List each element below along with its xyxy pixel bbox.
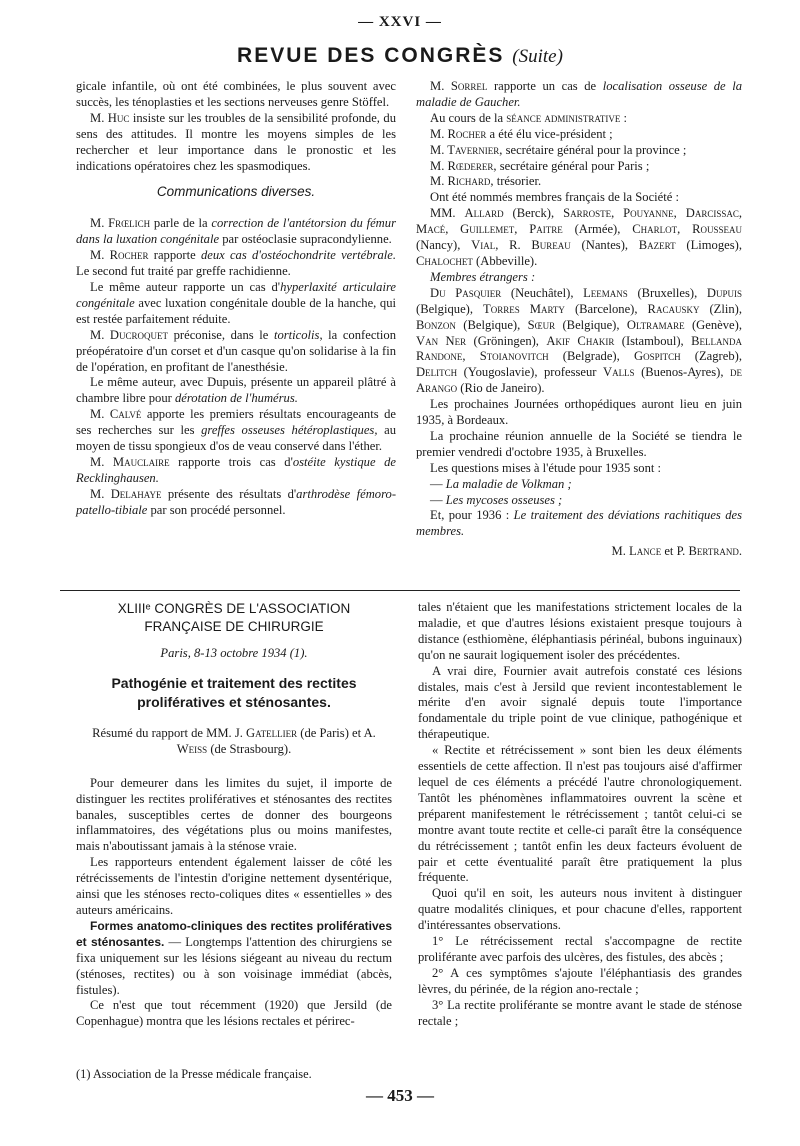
- paragraph: Du Pasquier (Neuchâtel), Leemans (Bruxelles), Dupuis (Belgique), Torres Marty (Barcelone), Racausky (Zlin), Bonzon (Belgique), Sœur (Belgique), Oltramare (Genève), Van Ner (Gröningen), Akif Chakir (Istamboul), Bellanda Randone, Stoianovitch (Belgrade), Gospitch (Zagreb), Delitch (Yougoslavie), professeur Valls (Buenos-Ayres), de Arango (Rio de Janeiro).: [416, 285, 742, 396]
- list-item: 2° A ces symptômes s'ajoute l'éléphantiasis des grandes lèvres, du périnée, de la région ano-rectale ;: [418, 965, 742, 996]
- paragraph: Quoi qu'il en soit, les auteurs nous invitent à distinguer quatre modalités cliniques, et pour chacune d'elles, rapportent d'intéressantes observations.: [418, 886, 742, 933]
- paragraph: tales n'étaient que les manifestations strictement locales de la maladie, et que d'autres lésions existaient presque toujours à distance (esthiomène, éléphantiasis périnéal, bubons inguinaux) qu'on ne saurait logiquement isoler des précédentes.: [418, 600, 742, 662]
- list-item: — La maladie de Volkman ;: [430, 476, 572, 491]
- paragraph: Ce n'est que tout récemment (1920) que Jersild (de Copenhague) montra que les lésions rectales et périrec-: [76, 998, 392, 1029]
- paragraph: « Rectite et rétrécissement » sont bien les deux éléments essentiels de cette affection. Il n'est pas toujours aisé d'affirmer lequel de ces éléments a précédé l'autre chronologiquement. Tantôt les phénomènes inflammatoires ouvrent la scène et préparent manifestement le rétrécissement ; tantôt celui-ci se montre avant toute rectite et celle-ci paraît être la conséquence du rétrécissement ; tantôt enfin les deux facteurs évoluent de pair et cette éventualité paraît être pratiquement la plus fréquente.: [418, 743, 742, 885]
- paragraph: M. Rocher rapporte deux cas d'ostéochondrite vertébrale. Le second fut traité par greffe rachidienne.: [76, 248, 396, 279]
- page-number: — 453 —: [366, 1086, 434, 1105]
- paragraph: Et, pour 1936 : Le traitement des déviations rachitiques des membres.: [416, 508, 742, 539]
- paragraph: M. Frœlich parle de la correction de l'antétorsion du fémur dans la luxation congénitale par ostéoclasie supracondylienne.: [76, 216, 396, 247]
- running-head: [0, 44, 800, 68]
- paragraph: Les rapporteurs entendent également laisser de côté les rétrécissements de l'intestin d'origine nettement dysentérique, ainsi que les sténoses recto-coliques dites « essentielles » des auteurs américains.: [76, 855, 392, 917]
- paragraph: MM. Allard (Berck), Sarroste, Pouyanne, Darcissac, Macé, Guillemet, Paitre (Armée), Charlot, Rousseau (Nancy), Vial, R. Bureau (Nantes), Bazert (Limoges), Chalochet (Abbeville).: [416, 206, 742, 268]
- paragraph: M. Calvé apporte les premiers résultats encourageants de ses recherches sur les greffes osseuses hétéroplastiques, au moyen de tissu spongieux d'os de veau conservé dans l'éther.: [76, 407, 396, 454]
- top-right-column: [416, 79, 742, 560]
- article-title: Pathogénie et traitement des rectites prolifératives et sténosantes.: [111, 674, 357, 710]
- paragraph: Les questions mises à l'étude pour 1935 sont :: [430, 460, 662, 475]
- paragraph: Le même auteur, avec Dupuis, présente un appareil plâtré à chambre libre pour dérotation de l'humérus.: [76, 375, 396, 406]
- paragraph: M. Sorrel rapporte un cas de localisation osseuse de la maladie de Gaucher.: [416, 79, 742, 109]
- list-item: — Les mycoses osseuses ;: [430, 492, 563, 507]
- section-divider: [60, 590, 740, 591]
- paragraph: Membres étrangers :: [430, 269, 536, 284]
- paragraph: M. Huc insiste sur les troubles de la sensibilité profonde, du sens des attitudes. Il montre les moyens simples de les rechercher et leur importance dans le pronostic et les indications opératoires chez les spasmodiques.: [76, 110, 397, 173]
- signature: M. Lance et P. Bertrand.: [611, 544, 742, 559]
- paragraph: Au cours de la séance administrative :: [430, 110, 628, 125]
- journal-title: REVUE DES CONGRÈS: [237, 44, 505, 67]
- bottom-right-column: [418, 600, 742, 1029]
- paragraph: M. Rœderer, secrétaire général pour Paris ;: [430, 158, 650, 173]
- paragraph: M. Mauclaire rapporte trois cas d'ostéite kystique de Recklinghausen.: [76, 454, 396, 485]
- congress-date: Paris, 8-13 octobre 1934 (1).: [160, 646, 308, 660]
- paragraph: A vrai dire, Fournier avait autrefois constaté ces lésions distales, mais c'est à Jersild que revient incontestablement le mérite d'en avoir signalé depuis toute l'importance fondamentale du triple point de vue clinique, pathogénique et thérapeutique.: [418, 663, 742, 742]
- paragraph: Pour demeurer dans les limites du sujet, il importe de distinguer les rectites prolifératives et sténosantes des rectites banales, susceptibles certes de donner des bourgeons inflammatoires, des végétations plus ou moins manifestes, mais n'aboutissant jamais à la sténose vraie.: [76, 775, 392, 854]
- bottom-left-column: [76, 600, 392, 1030]
- paragraph: Le même auteur rapporte un cas d'hyperlaxité articulaire congénitale avec luxation congénitale double de la hanche, qui est restée parfaitement réduite.: [76, 279, 396, 326]
- paragraph: gicale infantile, où ont été combinées, le plus souvent avec succès, les ténoplasties et les sections nerveuses genre Stöffel.: [76, 79, 396, 109]
- top-left-column: [76, 79, 396, 519]
- paragraph: Les prochaines Journées orthopédiques auront lieu en juin 1935, à Bordeaux.: [416, 397, 742, 428]
- list-item: 3° La rectite proliférante se montre avant le stade de sténose rectale ;: [418, 997, 742, 1028]
- paragraph: M. Tavernier, secrétaire général pour la province ;: [430, 142, 687, 157]
- paragraph: La prochaine réunion annuelle de la Société se tiendra le premier vendredi d'octobre 1935, à Bruxelles.: [416, 428, 742, 459]
- paragraph: M. Ducroquet préconise, dans le torticolis, la confection préopératoire d'un corset et d'un casque qu'on solidarise à la fin de l'opération, en profitant de l'anesthésie.: [76, 327, 396, 374]
- congress-title: XLIIIᵉ CONGRÈS DE L'ASSOCIATION FRANÇAISE DE CHIRURGIE: [117, 601, 351, 634]
- list-item: 1° Le rétrécissement rectal s'accompagne de rectite proliférante avec parfois des ulcères, des fistules, des abcès ;: [418, 934, 742, 964]
- report-summary-line: Résumé du rapport de MM. J. Gatellier (de Paris) et A. Weiss (de Strasbourg).: [92, 725, 376, 756]
- section-heading: Communications diverses.: [156, 184, 316, 200]
- paragraph: Formes anatomo-cliniques des rectites prolifératives et sténosantes. — Longtemps l'attention des chirurgiens se fixa uniquement sur les lésions siégeant au niveau du rectum (sténoses, rectites) ou à son voisinage immédiat (abcès, fistules).: [76, 918, 392, 997]
- paragraph: M. Delahaye présente des résultats d'arthrodèse fémoro-patello-tibiale par son procédé personnel.: [76, 486, 397, 517]
- folio-roman-numeral: — XXVI —: [358, 14, 442, 30]
- paragraph: M. Rocher a été élu vice-président ;: [430, 126, 613, 141]
- paragraph: M. Richard, trésorier.: [430, 174, 542, 189]
- paragraph: Ont été nommés membres français de la Société :: [430, 190, 679, 205]
- footnote: (1) Association de la Presse médicale française.: [76, 1067, 312, 1081]
- journal-title-suffix: (Suite): [512, 46, 563, 67]
